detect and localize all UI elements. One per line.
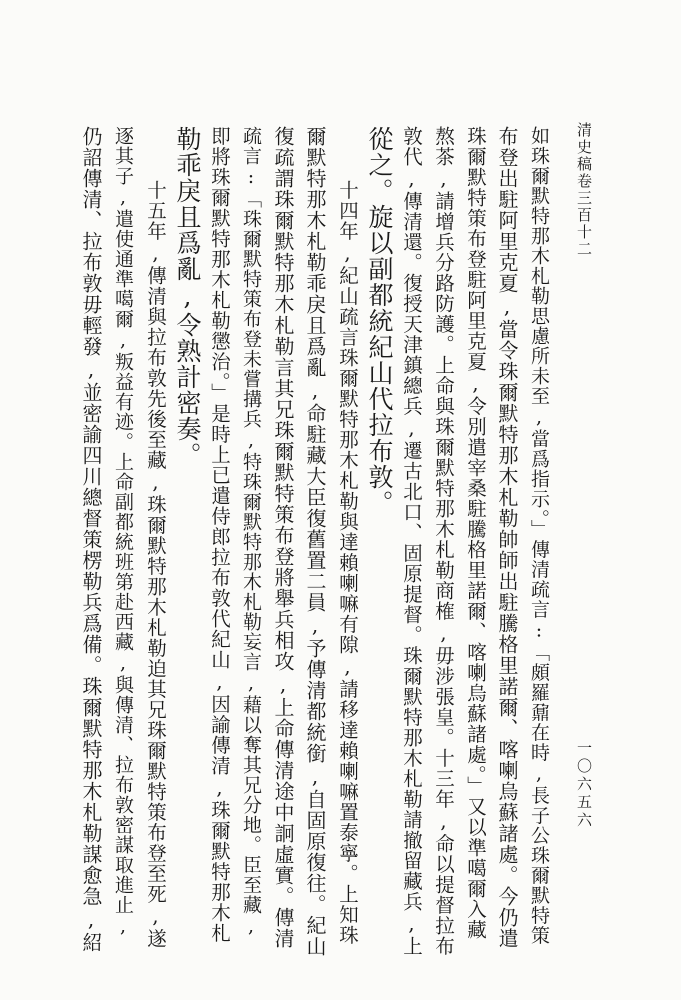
text-column: 布登出駐阿里克夏,當令珠爾默特那木札勒帥師出駐騰格里諾爾、喀喇烏蘇諸處。今仍遣 (495, 126, 519, 949)
paragraph-start-column: 十四年,紀山疏言珠爾默特那木札勒與達賴喇嘛有隙,請移達賴喇嘛置泰寧。上知珠 (336, 180, 359, 946)
running-head-title: 清史稿卷三百十二 (575, 122, 593, 258)
text-column: 勒乖戾且爲亂,令熟計密奏。 (173, 126, 202, 468)
text-column: 逐其子,遣使通準噶爾,叛益有迹。上命副都統班第赴西藏,與傳清、拉布敦密謀取進止, (112, 126, 134, 938)
text-column: 仍詔傳清、拉布敦毋輕發,並密諭四川總督策楞勒兵爲備。珠爾默特那木札勒謀愈急,紹 (79, 126, 103, 953)
paragraph-start-column: 十五年,傳清與拉布敦先後至藏,珠爾默特那木札勒迫其兄珠爾默特策布登至死,遂 (144, 180, 167, 949)
text-column: 即將珠爾默特那木札勒懲治。」是時上已遣侍郎拉布敦代紀山,因諭傳清,珠爾默特那木札 (208, 126, 231, 944)
text-column: 從之。旋以副都統紀山代拉布敦。 (365, 126, 394, 516)
text-column: 敦代,傳清還。復授天津鎮總兵,遷古北口、固原提督。珠爾默特那木札勒請撤留藏兵,上 (400, 126, 423, 957)
text-column: 珠爾默特策布登駐阿里克夏,令別遣宰桑駐騰格里諾爾、喀喇烏蘇諸處。」又以準噶爾入藏 (464, 126, 487, 940)
text-column: 復疏謂珠爾默特那木札勒言其兄珠爾默特策布登將舉兵相攻,上命傳清途中詗虛實。傳清 (271, 126, 295, 949)
text-column: 疏言:「珠爾默特策布登未嘗搆兵,特珠爾默特那木札勒妄言,藉以奪其兄分地。臣至藏, (240, 126, 262, 938)
text-column: 如珠爾默特那木札勒思慮所未至,當爲指示。」傳清疏言:「頗羅鼐在時,長子公珠爾默特策 (528, 126, 550, 946)
page-number: 一〇六五六 (575, 740, 593, 830)
text-column: 熬茶,請增兵分路防護。上命與珠爾默特那木札勒商榷,毋涉張皇。十三年,命以提督拉布 (432, 126, 455, 957)
text-column: 爾默特那木札勒乖戾且爲亂,命駐藏大臣復舊置二員,予傳清都統銜,自固原復往。紀山 (303, 126, 327, 957)
